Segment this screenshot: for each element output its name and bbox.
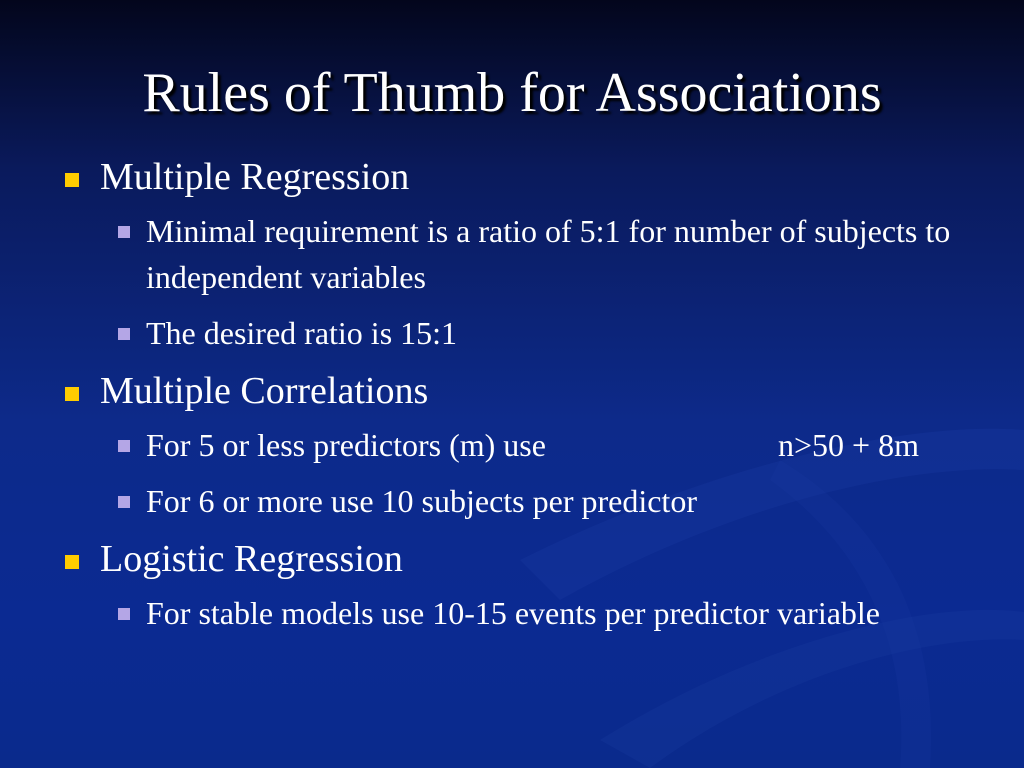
bullet-text: The desired ratio is 15:1 (146, 315, 458, 351)
formula-text: n>50 + 8m (778, 427, 919, 463)
lavender-square-bullet-icon (118, 440, 130, 452)
section-heading: Logistic Regression (100, 538, 403, 580)
slide-content (58, 152, 978, 646)
bullet-text: Minimal requirement is a ratio of 5:1 for number of subjects to independent variables (146, 213, 951, 295)
bullet-item-level2 (58, 590, 978, 636)
lavender-square-bullet-icon (118, 608, 130, 620)
lavender-square-bullet-icon (118, 226, 130, 238)
bullet-item-level2 (58, 208, 978, 300)
bullet-item-level2 (58, 478, 978, 524)
lavender-square-bullet-icon (118, 328, 130, 340)
yellow-square-bullet-icon (65, 555, 79, 569)
yellow-square-bullet-icon (65, 173, 79, 187)
bullet-item-level2 (58, 422, 978, 468)
bullet-text: For 5 or less predictors (m) use (146, 427, 546, 463)
bullet-text: For stable models use 10-15 events per predictor variable (146, 595, 880, 631)
bullet-text: For 6 or more use 10 subjects per predictor (146, 483, 697, 519)
slide-title: Rules of Thumb for Associations (142, 62, 882, 124)
yellow-square-bullet-icon (65, 387, 79, 401)
bullet-item-level1 (58, 366, 978, 416)
section-heading: Multiple Regression (100, 156, 410, 198)
bullet-item-level2 (58, 310, 978, 356)
bullet-item-level1 (58, 534, 978, 584)
lavender-square-bullet-icon (118, 496, 130, 508)
section-heading: Multiple Correlations (100, 370, 429, 412)
bullet-item-level1 (58, 152, 978, 202)
